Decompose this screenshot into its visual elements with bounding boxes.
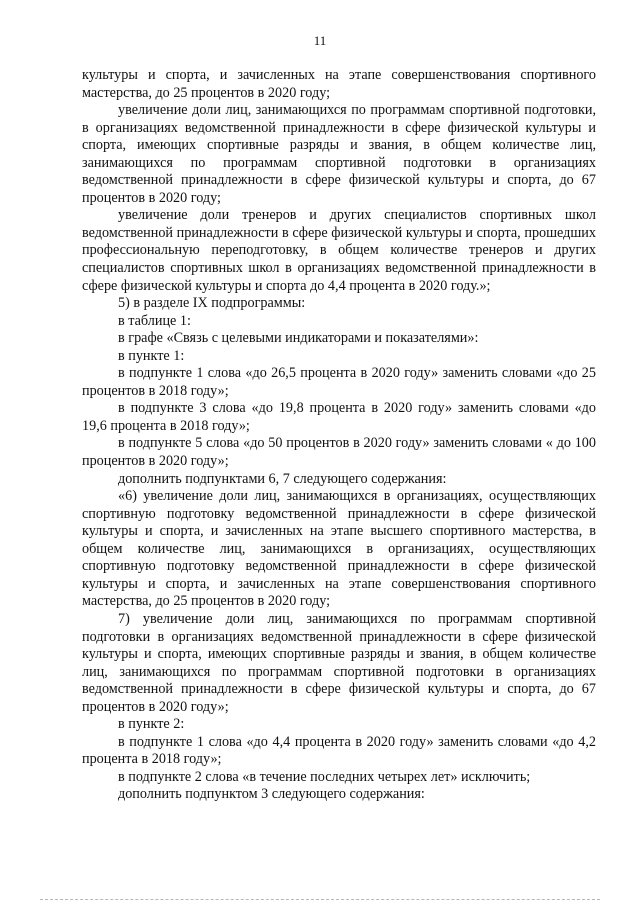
- paragraph: 5) в разделе IX подпрограммы:: [118, 295, 306, 312]
- paragraph: в пункте 1:: [118, 347, 185, 364]
- paragraph: в подпункте 1 слова «до 26,5 процента в 2020 году» заменить словами «до 25 процентов в 2018 году»;: [82, 365, 596, 399]
- paragraph: в подпункте 1 слова «до 4,4 процента в 2020 году» заменить словами «до 4,2 процента в 2018 году»;: [82, 733, 596, 768]
- page-number: 11: [313, 33, 327, 48]
- paragraph: увеличение доли тренеров и других специалистов спортивных школ ведомственной принадлежности в сфере физической культуры и спорта, прошедших профессиональную переподготовку, в общем количестве тренеров и других специалистов спортивных школ в организациях ведомственной принадлежности в сфере физической культуры и спорта до 4,4 процента в 2020 году.»;: [82, 207, 596, 294]
- page-bottom-divider: [40, 899, 600, 901]
- document-body: [82, 67, 596, 804]
- paragraph: культуры и спорта, и зачисленных на этапе совершенствования спортивного мастерства, до 25 процентов в 2020 году;: [82, 67, 596, 101]
- paragraph: дополнить подпунктами 6, 7 следующего содержания:: [118, 470, 447, 487]
- paragraph: «6) увеличение доли лиц, занимающихся в организациях, осуществляющих спортивную подготовку ведомственной принадлежности в сфере физической культуры и спорта, и зачисленных на этапе высшего спортивного мастерства, в общем количестве лиц, занимающихся в организациях, осуществляющих спортивную подготовку ведомственной принадлежности в сфере физической культуры и спорта, и зачисленных на этапе совершенствования спортивного мастерства, до 25 процентов в 2020 году;: [82, 488, 596, 610]
- paragraph: дополнить подпунктом 3 следующего содержания:: [118, 786, 425, 803]
- paragraph: в подпункте 3 слова «до 19,8 процента в 2020 году» заменить словами «до 19,6 процента в 2018 году»;: [82, 400, 596, 434]
- paragraph: увеличение доли лиц, занимающихся по программам спортивной подготовки, в организациях ведомственной принадлежности в сфере физической культуры и спорта, имеющих спортивные разряды и звания, в общем количестве лиц, занимающихся по программам спортивной подготовки в организациях ведомственной принадлежности в сфере физической культуры и спорта, до 67 процентов в 2020 году;: [82, 102, 596, 206]
- paragraph: в таблице 1:: [118, 312, 191, 329]
- paragraph: в графе «Связь с целевыми индикаторами и показателями»:: [118, 330, 479, 347]
- paragraph: в пункте 2:: [118, 716, 185, 733]
- paragraph: в подпункте 5 слова «до 50 процентов в 2020 году» заменить словами « до 100 процентов в 2020 году»;: [82, 435, 596, 470]
- paragraph: в подпункте 2 слова «в течение последних четырех лет» исключить;: [118, 768, 531, 785]
- paragraph: 7) увеличение доли лиц, занимающихся по программам спортивной подготовки в организациях ведомственной принадлежности в сфере физической культуры и спорта, имеющих спортивные разряды и звания, в общем количестве лиц, занимающихся по программам спортивной подготовки в организациях ведомственной принадлежности в сфере физической культуры и спорта, до 67 процентов в 2020 году»;: [82, 610, 596, 715]
